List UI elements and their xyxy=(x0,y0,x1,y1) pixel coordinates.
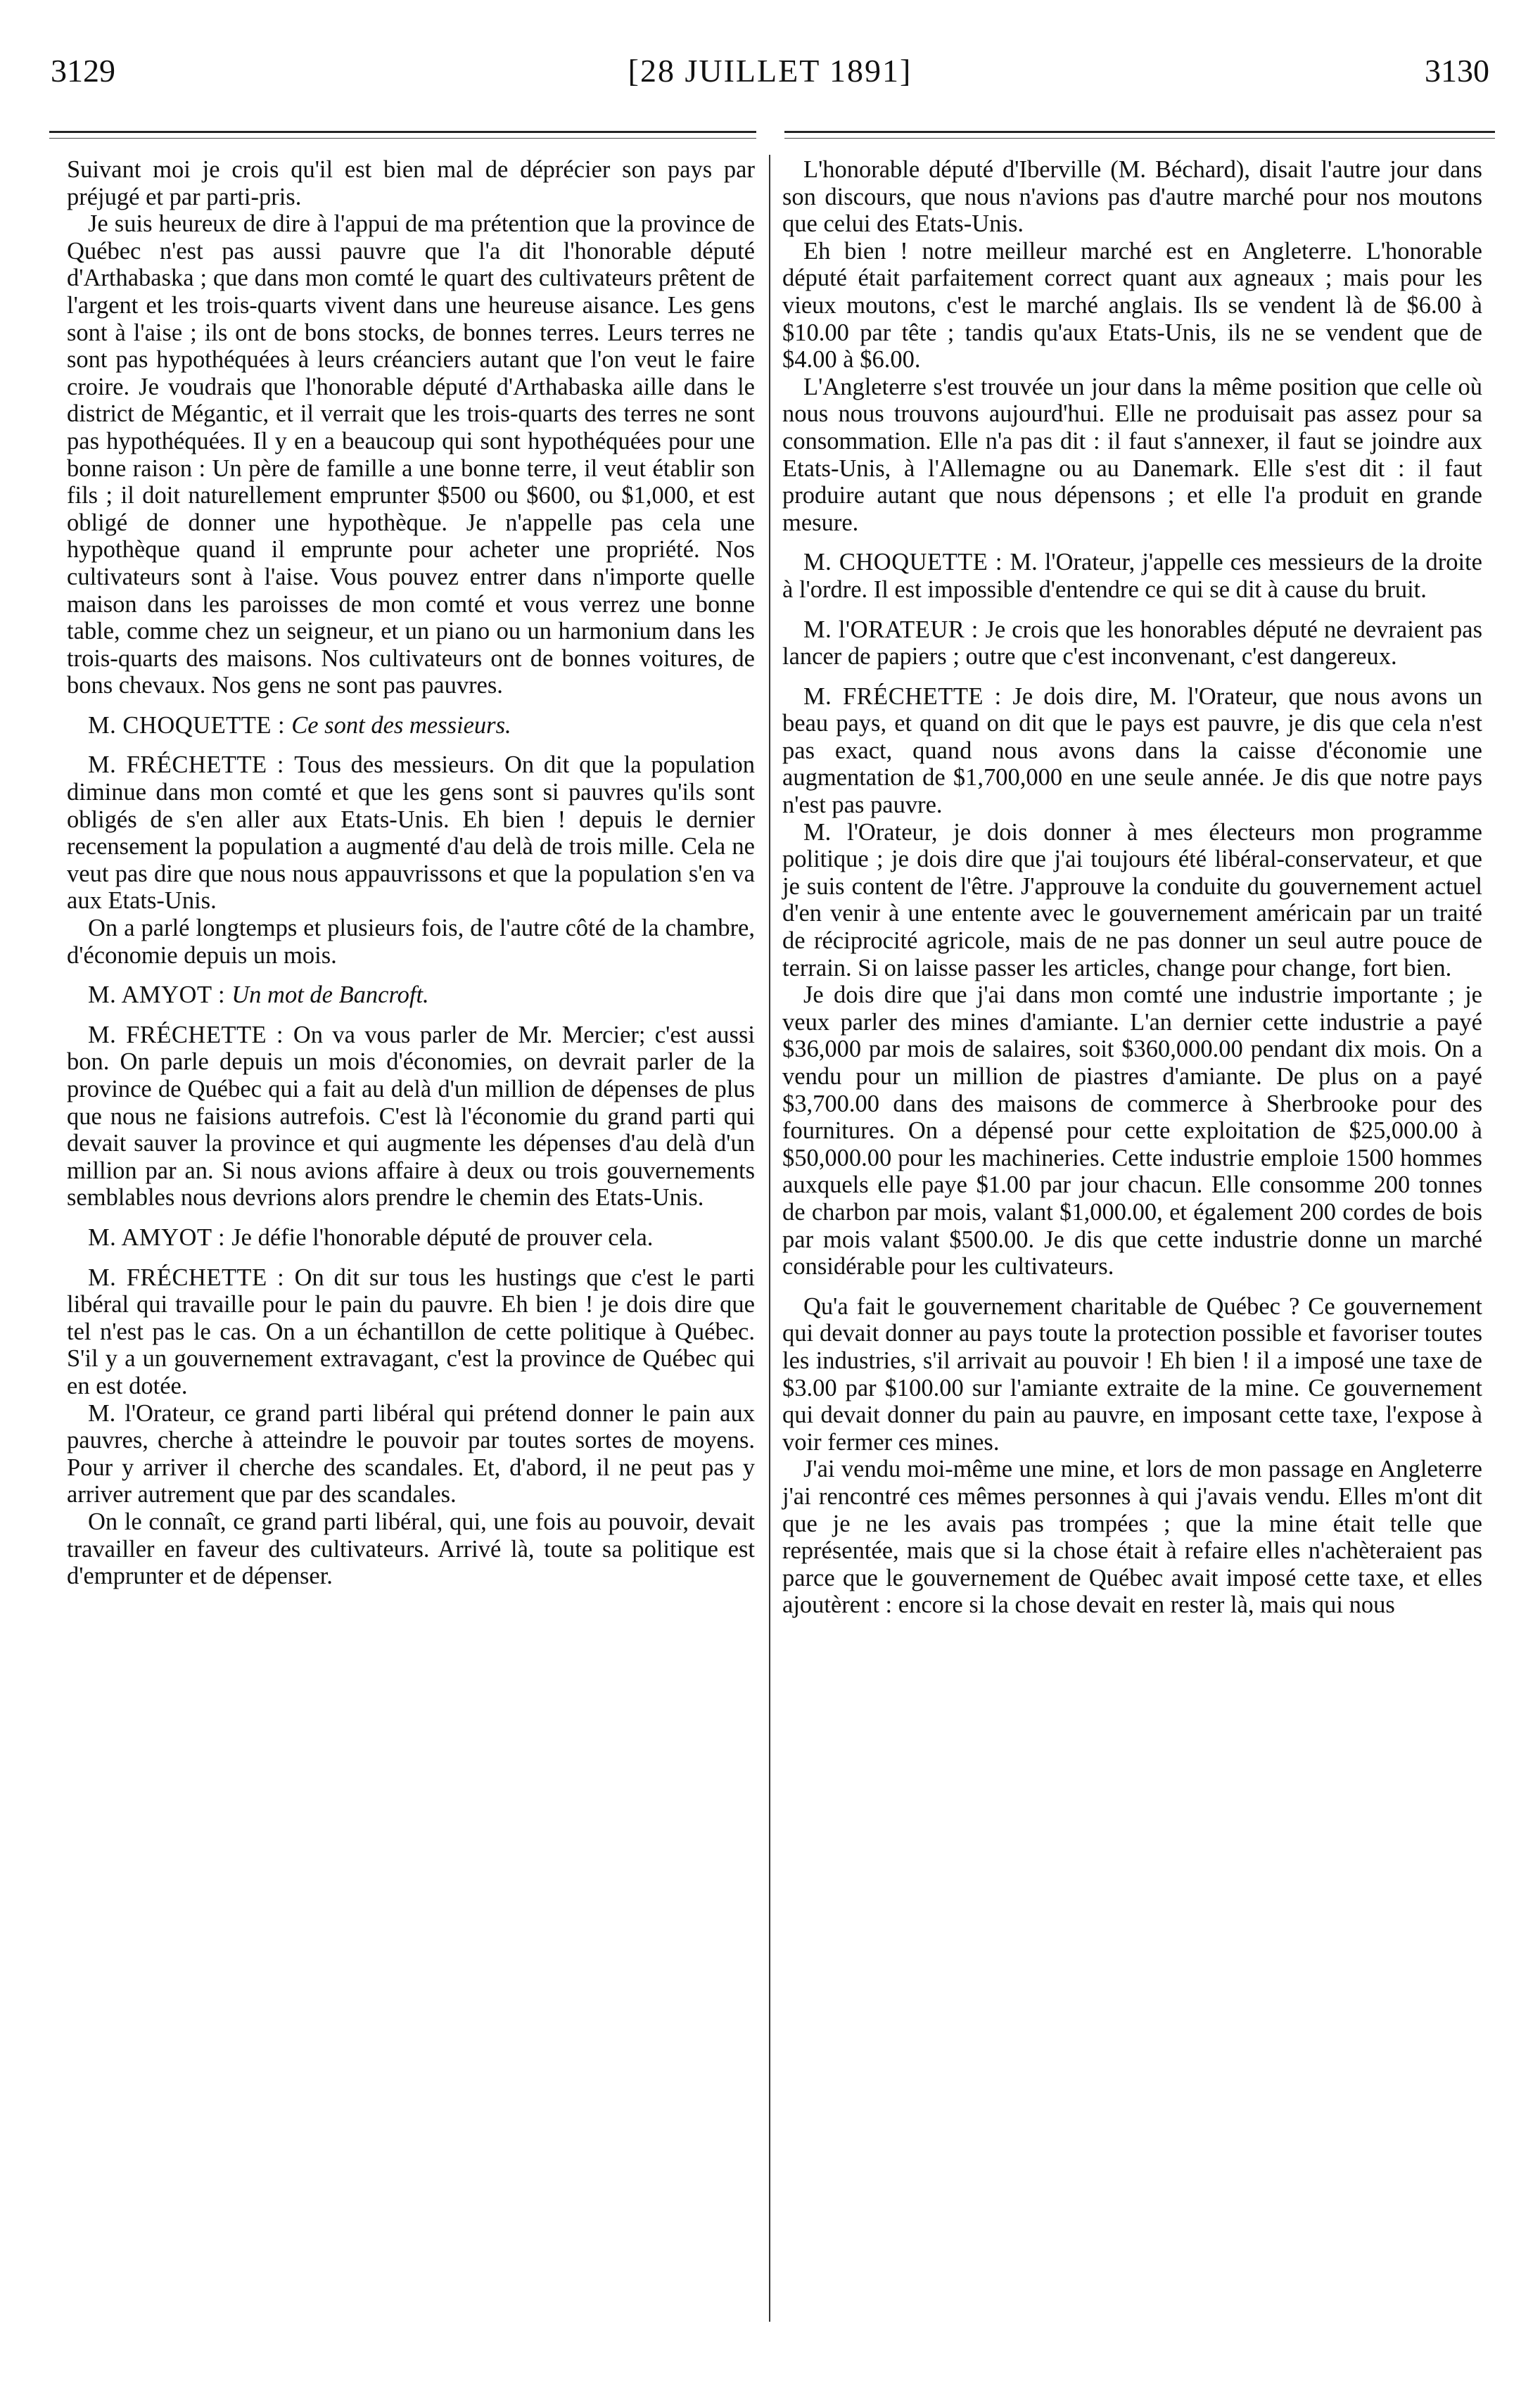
paragraph xyxy=(782,374,1482,537)
paragraph-text: Ce sont des messieurs. xyxy=(291,711,511,739)
paragraph xyxy=(782,549,1482,603)
paragraph xyxy=(782,616,1482,670)
paragraph-text: M. l'Orateur, ce grand parti libéral qui prétend donner le pain aux pauvres, cherche à atteindre le pouvoir par toutes sortes de moyens. Pour y arriver il cherche des scandales. Et, d'abord, il ne peut pas y arriver autrement que par des scandales. xyxy=(67,1399,755,1508)
paragraph xyxy=(67,1022,755,1212)
speaker-name: M. AMYOT : xyxy=(88,1223,232,1251)
paragraph xyxy=(782,981,1482,1280)
paragraph xyxy=(782,156,1482,238)
paragraph-text: Je suis heureux de dire à l'appui de ma prétention que la province de Québec n'est pas aussi pauvre que l'a dit l'honorable député d'Arthabaska ; que dans mon comté le quart des cultivateurs prêtent de l'argent et les trois-quarts vivent dans une heureuse aisance. Les gens sont à l'aise ; ils ont de bons stocks, de bonnes terres. Leurs terres ne sont pas hypothéquées à leurs créanciers autant que l'on veut le faire croire. Je voudrais que l'honorable député d'Arthabaska aille dans le district de Mégantic, et il verrait que les trois-quarts des terres ne sont pas hypothéquées. Il y en a beaucoup qui sont hypothéquées pour une bonne raison : Un père de famille a une bonne terre, il veut établir son fils ; il doit naturellement emprunter $500 ou $600, ou $1,000, et est obligé de donner une hypothèque. Je n'appelle pas cela une hypothèque quand il emprunte pour acheter une propriété. Nos cultivateurs sont à l'aise. Vous pouvez entrer dans n'importe quelle maison dans les paroisses de mon comté et vous verrez une bonne table, comme chez un seigneur, et un piano ou un harmonium dans les trois-quarts des maisons. Nos cultivateurs ont de bonnes voitures, de bons chevaux. Nos gens ne sont pas pauvres. xyxy=(67,210,755,699)
paragraph-text: M. l'Orateur, j'appelle ces messieurs de la droite à l'ordre. Il est impossible d'entendre ce qui se dit à cause du bruit. xyxy=(782,549,1482,603)
paragraph xyxy=(67,981,755,1009)
paragraph xyxy=(67,712,755,739)
left-column xyxy=(67,156,755,1590)
paragraph xyxy=(67,156,755,210)
page-header xyxy=(42,44,1498,93)
paragraph-text: Je crois que les honorables député ne devraient pas lancer de papiers ; outre que c'est inconvenant, c'est dangereux. xyxy=(782,616,1482,670)
header-rule-left-thin xyxy=(49,138,756,139)
paragraph xyxy=(782,1293,1482,1456)
speaker-name: M. CHOQUETTE : xyxy=(803,549,1010,576)
paragraph-text: Suivant moi je crois qu'il est bien mal de déprécier son pays par préjugé et par parti-pris. xyxy=(67,156,755,210)
paragraph xyxy=(67,1264,755,1400)
paragraph-text: Je défie l'honorable député de prouver cela. xyxy=(231,1223,654,1251)
right-column xyxy=(782,156,1482,1619)
page-number-right: 3130 xyxy=(1425,53,1489,89)
header-rule-right xyxy=(784,131,1495,133)
speaker-name: M. FRÉCHETTE : xyxy=(88,1264,295,1291)
header-date: [28 JUILLET 1891] xyxy=(628,53,912,89)
paragraph xyxy=(782,238,1482,374)
paragraph xyxy=(67,210,755,699)
speaker-name: M. FRÉCHETTE : xyxy=(88,751,295,779)
paragraph xyxy=(67,751,755,915)
column-divider xyxy=(769,155,770,2322)
paragraph-text: Un mot de Bancroft. xyxy=(231,981,429,1009)
page-number-left: 3129 xyxy=(51,53,115,89)
speaker-name: M. AMYOT : xyxy=(88,981,232,1009)
header-rule-left xyxy=(49,131,756,133)
speaker-name: M. FRÉCHETTE : xyxy=(803,682,1013,710)
paragraph-text: On va vous parler de Mr. Mercier; c'est aussi bon. On parle depuis un mois d'économies, on devrait parler de la province de Québec qui a fait au delà d'un million de dépenses de plus que nous ne faisions autrefois. C'est là l'économie du grand parti qui devait sauver la province et qui augmente les dépenses d'au delà d'un million par an. Si nous avions affaire à deux ou trois gouvernements semblables nous devrions alors prendre le chemin des Etats-Unis. xyxy=(67,1021,755,1212)
paragraph-text: M. l'Orateur, je dois donner à mes électeurs mon programme politique ; je dois dire que j'ai toujours été libéral-conservateur, et que je suis content de l'être. J'approuve la conduite du gouvernement actuel d'en venir à une entente avec le gouvernement américain par un traité de réciprocité agricole, mais de ne pas donner un seul autre pouce de terrain. Si on laisse passer les articles, change pour change, fort bien. xyxy=(782,818,1482,981)
header-rule-right-thin xyxy=(784,138,1495,139)
paragraph-text: Qu'a fait le gouvernement charitable de Québec ? Ce gouvernement qui devait donner au pays toute la protection possible et favoriser toutes les industries, s'il arrivait au pouvoir ! Eh bien ! il a imposé une taxe de $3.00 par $100.00 sur l'amiante extraite de la mine. Ce gouvernement qui devait donner du pain au pauvre, en imposant cette taxe, l'expose à voir fermer ces mines. xyxy=(782,1292,1482,1456)
paragraph xyxy=(782,819,1482,982)
paragraph-text: On dit sur tous les hustings que c'est le parti libéral qui travaille pour le pain du pauvre. Eh bien ! je dois dire que tel n'est pas le cas. On a un échantillon de cette politique à Québec. S'il y a un gouvernement extravagant, c'est la province de Québec qui en est dotée. xyxy=(67,1264,755,1399)
paragraph xyxy=(67,1224,755,1252)
paragraph xyxy=(67,1508,755,1590)
paragraph xyxy=(782,683,1482,819)
speaker-name: M. l'ORATEUR : xyxy=(803,616,986,643)
paragraph-text: J'ai vendu moi-même une mine, et lors de mon passage en Angleterre j'ai rencontré ces mêmes personnes à qui j'avais vendu. Elles m'ont dit que je ne les avais pas trompées ; que la mine était telle que représentée, mais que si la chose était à refaire elles n'achèteraient pas parce que le gouvernement de Québec avait imposé cette taxe, et elles ajoutèrent : encore si la chose devait en rester là, mais qui nous xyxy=(782,1456,1482,1619)
paragraph-text: Eh bien ! notre meilleur marché est en Angleterre. L'honorable député était parfaitement correct quant aux agneaux ; mais pour les vieux moutons, c'est le marché anglais. Ils se vendent là de $6.00 à $10.00 par tête ; tandis qu'aux Etats-Unis, ils ne se vendent que de $4.00 à $6.00. xyxy=(782,237,1482,374)
paragraph-text: Je dois dire que j'ai dans mon comté une industrie importante ; je veux parler des mines d'amiante. L'an dernier cette industrie a payé $36,000 par mois de salaires, soit $360,000.00 pendant dix mois. On a vendu pour un million de piastres d'amiante. De plus on a payé $3,700.00 dans des maisons de commerce à Sherbrooke pour des fournitures. On a dépensé pour cette exploitation de $25,000.00 à $50,000.00 pour les machineries. Cette industrie emploie 1500 hommes auxquels elle paye $1.00 par jour chacun. Elle consomme 200 tonnes de charbon par mois, valant $1,000.00, et également 200 cordes de bois par mois valant $500.00. Je dis que cette industrie donne un marché considérable pour les cultivateurs. xyxy=(782,981,1482,1280)
paragraph-text: L'honorable député d'Iberville (M. Béchard), disait l'autre jour dans son discours, que nous n'avions pas d'autre marché pour nos moutons que celui des Etats-Unis. xyxy=(782,156,1482,238)
speaker-name: M. FRÉCHETTE : xyxy=(88,1021,293,1048)
paragraph-text: On le connaît, ce grand parti libéral, qui, une fois au pouvoir, devait travailler en faveur des cultivateurs. Arrivé là, toute sa politique est d'emprunter et de dépenser. xyxy=(67,1508,755,1590)
paragraph-text: Tous des messieurs. On dit que la population diminue dans mon comté et que les gens sont si pauvres qu'ils sont obligés de s'en aller aux Etats-Unis. Eh bien ! depuis le dernier recensement la population a augmenté d'au delà de trois mille. Cela ne veut pas dire que nous nous appauvrissons et que la population s'en va aux Etats-Unis. xyxy=(67,751,755,915)
paragraph xyxy=(67,1400,755,1508)
paragraph-text: Je dois dire, M. l'Orateur, que nous avons un beau pays, et quand on dit que le pays est pauvre, je dis que cela n'est pas exact, quand nous avons dans la caisse d'économie une augmentation de $1,700,000 en une seule année. Je dis que notre pays n'est pas pauvre. xyxy=(782,682,1482,819)
speaker-name: M. CHOQUETTE : xyxy=(88,711,292,739)
paragraph-text: L'Angleterre s'est trouvée un jour dans la même position que celle où nous nous trouvons aujourd'hui. Elle ne produisait pas assez pour sa consommation. Elle n'a pas dit : il faut s'annexer, il faut se joindre aux Etats-Unis, à l'Allemagne ou au Danemark. Elle s'est dit : il faut produire autant que nous dépensons ; et elle l'a produit en grande mesure. xyxy=(782,373,1482,536)
paragraph xyxy=(67,915,755,969)
paragraph xyxy=(782,1456,1482,1619)
paragraph-text: On a parlé longtemps et plusieurs fois, de l'autre côté de la chambre, d'économie depuis un mois. xyxy=(67,915,755,969)
